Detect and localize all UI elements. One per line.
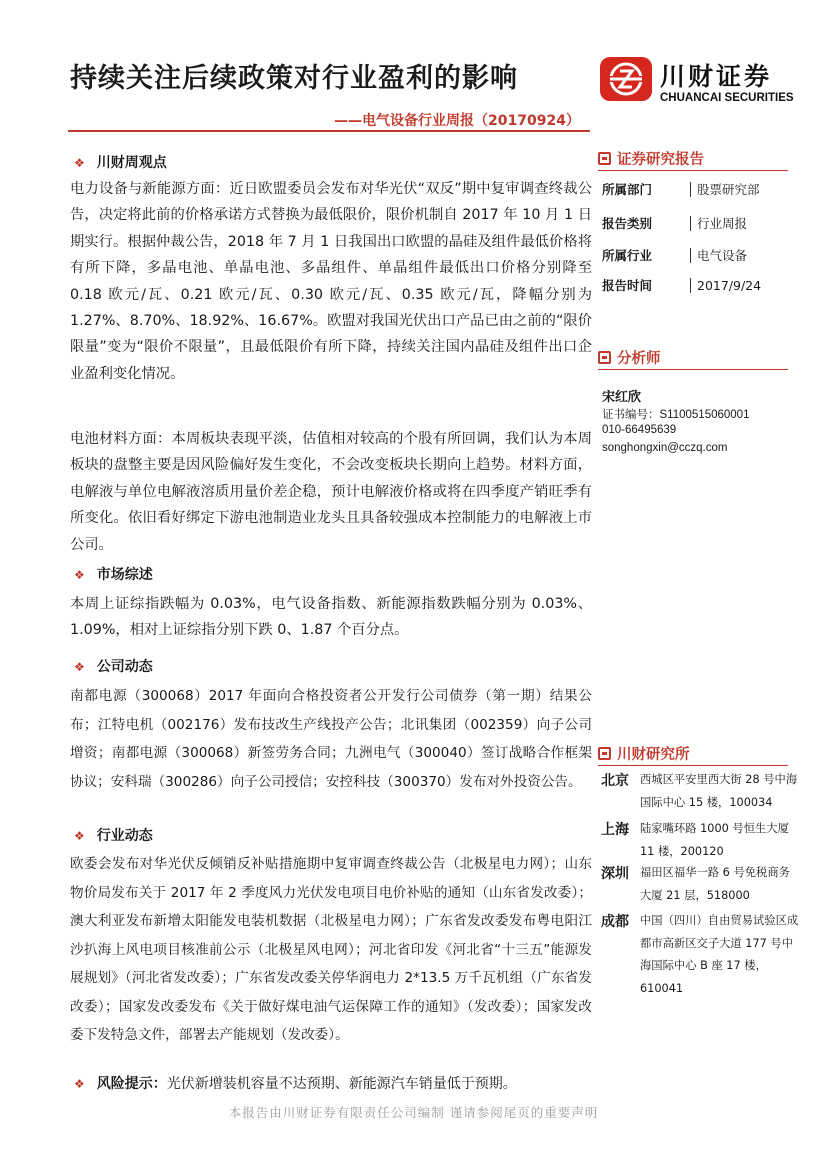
section-heading-view: ❖ 川财周观点 xyxy=(74,155,167,171)
office-address-chengdu: 中国（四川）自由贸易试验区成都市高新区交子大道 177 号中海国际中心 B 座 17 楼，610041 xyxy=(640,914,799,995)
view-paragraph-battery: 电池材料方面：本周板块表现平淡，估值相对较高的个股有所回调，我们认为本周板块的盘整主要是因风险偏好发生变化，不会改变板块长期向上趋势。材料方面，电解液与单位电解液溶质用量价差企稳，预计电解液价格或将在四季度产销旺季有所变化。依旧看好绑定下游电池制造业龙头且具备较强成本控制能力的电解液上市公司。 xyxy=(70,431,592,553)
sidebar-divider xyxy=(598,170,788,171)
analyst-phone: 010-66495639 xyxy=(602,424,677,436)
office-city-shanghai: 上海 xyxy=(601,822,629,838)
analyst-email[interactable]: songhongxin@cczq.com xyxy=(602,442,728,454)
section-heading-company: ❖ 公司动态 xyxy=(74,659,153,675)
office-address-shenzhen: 福田区福华一路 6 号免税商务大厦 21 层，518000 xyxy=(640,866,790,902)
sidebar-divider xyxy=(598,765,788,766)
analyst-cert: 证书编号：S1100515060001 xyxy=(602,409,750,421)
info-row-date: 报告时间 2017/9/24 xyxy=(602,278,762,293)
header-divider xyxy=(68,130,590,132)
report-subtitle: ——电气设备行业周报（20170924） xyxy=(334,113,580,129)
diamond-bullet-icon: ❖ xyxy=(74,156,85,170)
office-city-beijing: 北京 xyxy=(601,773,629,789)
sidebar-divider xyxy=(598,369,788,370)
section-heading-market: ❖ 市场综述 xyxy=(74,567,153,583)
sidebar-heading-report: 证券研究报告 xyxy=(598,148,704,169)
report-square-icon xyxy=(598,747,611,760)
office-address-beijing: 西城区平安里西大街 28 号中海国际中心 15 楼，100034 xyxy=(640,773,798,809)
info-row-department: 所属部门 股票研究部 xyxy=(602,182,760,197)
page-footer-disclaimer: 本报告由川财证券有限责任公司编制 谨请参阅尾页的重要声明 xyxy=(228,1105,599,1120)
logo-name-cn: 川财证券 xyxy=(660,62,773,91)
diamond-bullet-icon: ❖ xyxy=(74,1077,85,1091)
office-city-shenzhen: 深圳 xyxy=(601,866,629,882)
diamond-bullet-icon: ❖ xyxy=(74,568,85,582)
diamond-bullet-icon: ❖ xyxy=(74,660,85,674)
company-logo xyxy=(600,55,794,110)
section-heading-industry: ❖ 行业动态 xyxy=(74,828,153,844)
analyst-name: 宋红欣 xyxy=(602,390,642,405)
info-row-industry: 所属行业 电气设备 xyxy=(602,248,748,263)
logo-mark-icon xyxy=(600,57,652,101)
company-paragraph: 南都电源（300068）2017 年面向合格投资者公开发行公司债券（第一期）结果公布；江特电机（002176）发布技改生产线投产公告；北讯集团（002359）向子公司增资；南都电源（300068）新签劳务合同；九洲电气（300040）签订战略合作框架协议；安科瑞（300286）向子公司授信；安控科技（300370）发布对外投资公告。 xyxy=(70,688,592,790)
report-square-icon xyxy=(598,152,611,165)
market-paragraph: 本周上证综指跌幅为 0.03%，电气设备指数、新能源指数跌幅分别为 0.03%、1.09%，相对上证综指分别下跌 0、1.87 个百分点。 xyxy=(70,596,592,639)
office-address-shanghai: 陆家嘴环路 1000 号恒生大厦 11 楼，200120 xyxy=(640,822,789,858)
office-city-chengdu: 成都 xyxy=(601,914,629,930)
industry-paragraph: 欧委会发布对华光伏反倾销反补贴措施期中复审调查终裁公告（北极星电力网）；山东物价局发布关于 2017 年 2 季度风力光伏发电项目电价补贴的通知（山东省发改委）；澳大利亚发布新增太阳能发电装机数据（北极星电力网）；广东省发改委发布粤电阳江沙扒海上风电项目核准前公示（北极星风电网）；河北省印发《河北省“十三五”能源发展规划》（河北省发改委）；广东省发改委关停华润电力 2*13.5 万千瓦机组（广东省发改委）；国家发改委发布《关于做好煤电油气运保障工作的通知》（发改委）；国家发改委下发特急文件，部署去产能规划（发改委）。 xyxy=(70,856,592,1043)
logo-name-en: CHUANCAI SECURITIES xyxy=(660,92,794,104)
page-title: 持续关注后续政策对行业盈利的影响 xyxy=(70,63,518,94)
view-paragraph-power: 电力设备与新能源方面：近日欧盟委员会发布对华光伏“双反”期中复审调查终裁公告，决定将此前的价格承诺方式替换为最低限价，限价机制自 2017 年 10 月 1 日期实行。根据仲裁公告，2018 年 7 月 1 日我国出口欧盟的晶硅及组件最低价格将有所下降，多晶电池、单晶电池、多晶组件、单晶组件最低出口价格分别降至 0.18 欧元/瓦、0.21 欧元/瓦、0.30 欧元/瓦、0.35 欧元/瓦，降幅分别为 1.27%、8.70%、18.92%、16.67%。欧盟对我国光伏出口产品已由之前的“限价限量”变为“限价不限量”，且最低限价有所下降，持续关注国内晶硅及组件出口企业盈利变化情况。 xyxy=(70,181,592,382)
sidebar-heading-analyst: 分析师 xyxy=(598,347,661,368)
sidebar-heading-institute: 川财研究所 xyxy=(598,743,690,764)
risk-label: 风险提示： xyxy=(96,1076,167,1092)
info-row-category: 报告类别 行业周报 xyxy=(602,216,748,231)
diamond-bullet-icon: ❖ xyxy=(74,829,85,843)
risk-warning xyxy=(74,1073,517,1093)
risk-text: 光伏新增装机容量不达预期、新能源汽车销量低于预期。 xyxy=(166,1076,517,1092)
report-square-icon xyxy=(598,351,611,364)
